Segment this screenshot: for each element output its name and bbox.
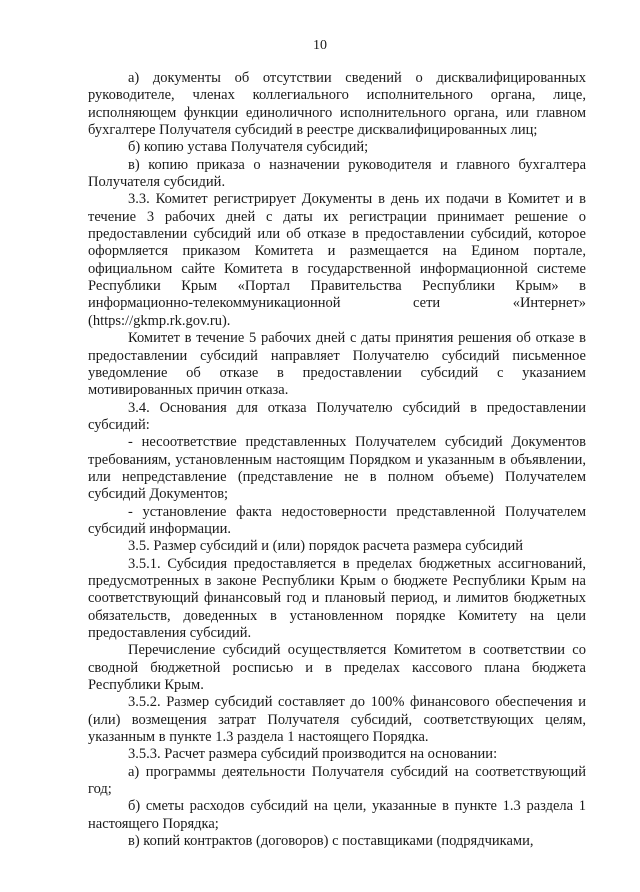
paragraph-refusal-ground-2: - установление факта недостоверности представленной Получателем субсидий информации. xyxy=(88,503,586,537)
page-number: 10 xyxy=(313,38,327,53)
document-body xyxy=(88,70,586,850)
paragraph-3-5-3: 3.5.3. Расчет размера субсидий производится на основании: xyxy=(128,746,498,763)
paragraph-refusal-ground-1: - несоответствие представленных Получателем субсидий Документов требованиям, установленным настоящим Порядком и указанным в объявлении, или непредставление (представление не в полном объеме) Получателем субсидий Документов; xyxy=(88,434,586,503)
paragraph-3-5-heading: 3.5. Размер субсидий и (или) порядок расчета размера субсидий xyxy=(128,538,523,555)
paragraph-item-a-disqualified: а) документы об отсутствии сведений о дисквалифицированных руководителе, членах коллегиального исполнительного органа, лице, исполняющем функции единоличного исполнительного органа, или главном бухгалтере Получателя субсидий в реестре дисквалифицированных лиц; xyxy=(88,70,586,139)
paragraph-3-3: 3.3. Комитет регистрирует Документы в день их подачи в Комитет и в течение 3 рабочих дней с даты их регистрации принимает решение о предоставлении субсидий или об отказе в предоставлении субсидий, которое оформляется приказом Комитета и размещается на Едином портале, официальном сайте Комитета в государственной информационной системе Республики Крым «Портал Правительства Республики Крым» в информационно-телекоммуникационной сети «Интернет» (https://gkmp.rk.gov.ru). xyxy=(88,191,586,329)
paragraph-calc-b: б) сметы расходов субсидий на цели, указанные в пункте 1.3 раздела 1 настоящего Порядка; xyxy=(88,798,586,832)
paragraph-3-4: 3.4. Основания для отказа Получателю субсидий в предоставлении субсидий: xyxy=(88,399,586,433)
paragraph-refusal-notice: Комитет в течение 5 рабочих дней с даты принятия решения об отказе в предоставлении субсидий направляет Получателю субсидий письменное уведомление об отказе в предоставлении субсидий с указанием мотивированных причин отказа. xyxy=(88,330,586,399)
paragraph-calc-a: а) программы деятельности Получателя субсидий на соответствующий год; xyxy=(88,763,586,798)
paragraph-3-5-1: 3.5.1. Субсидия предоставляется в пределах бюджетных ассигнований, предусмотренных в законе Республики Крым о бюджете Республики Крым на соответствующий финансовый год и плановый период, и лимитов бюджетных обязательств, доведенных в установленном порядке Комитету на цели предоставления субсидий. xyxy=(88,555,586,641)
paragraph-calc-v: в) копий контрактов (договоров) с поставщиками (подрядчиками, xyxy=(128,833,534,850)
paragraph-3-5-2: 3.5.2. Размер субсидий составляет до 100% финансового обеспечения и (или) возмещения затрат Получателя субсидий, соответствующих целям, указанным в пункте 1.3 раздела 1 настоящего Порядка. xyxy=(88,694,586,746)
paragraph-transfer: Перечисление субсидий осуществляется Комитетом в соответствии со сводной бюджетной росписью и в пределах кассового плана бюджета Республики Крым. xyxy=(88,642,586,694)
paragraph-item-b-charter: б) копию устава Получателя субсидий; xyxy=(128,139,369,156)
paragraph-item-v-order: в) копию приказа о назначении руководителя и главного бухгалтера Получателя субсидий. xyxy=(88,156,586,191)
